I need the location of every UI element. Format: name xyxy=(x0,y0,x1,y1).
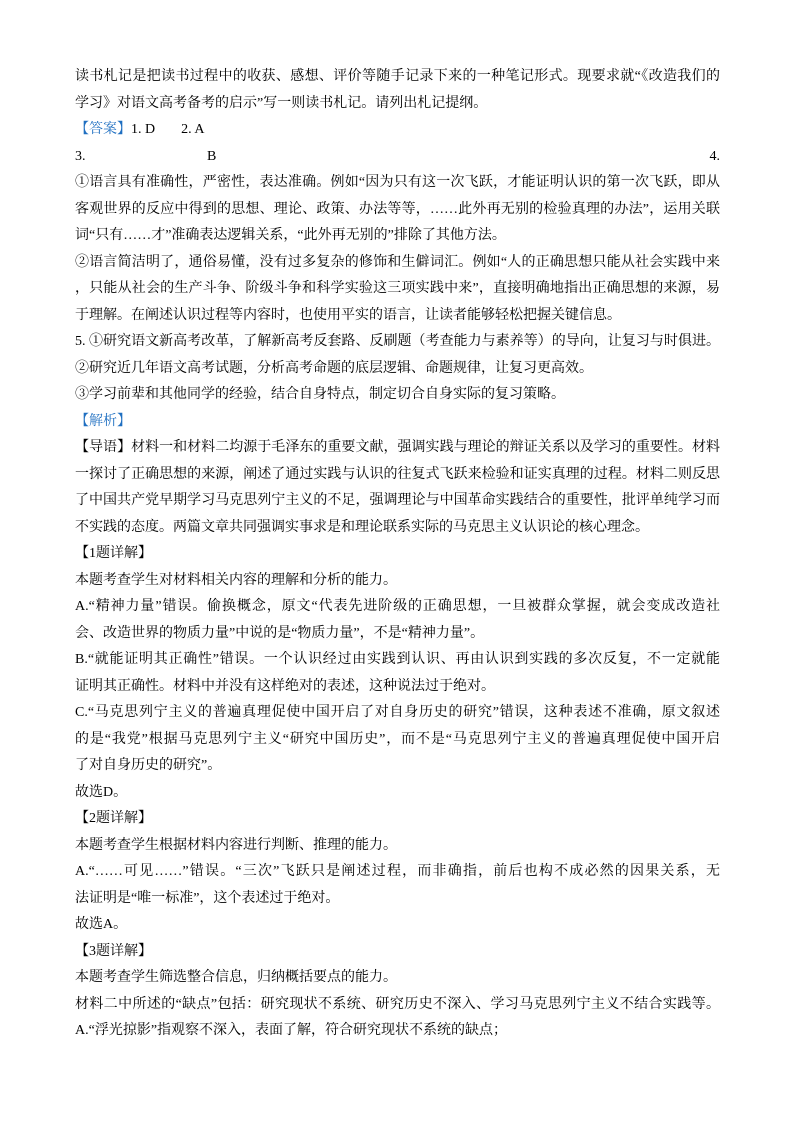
q1-detail-heading: 【1题详解】 xyxy=(75,546,152,561)
q1-conclusion: 故选D。 xyxy=(75,784,128,800)
q1-detail-line: B.“就能证明其正确性”错误。一个认识经过由实践到认识、再由认识到实践的多次反复，不一定就能 xyxy=(75,652,720,667)
answer-q4-line: 词“只有……才”准确表达逻辑关系，“此外再无别的”排除了其他方法。 xyxy=(75,228,506,243)
analysis-label: 【解析】 xyxy=(75,413,131,429)
q1-detail-line: 会、改造世界的物质力量”中说的是“物质力量”，不是“精神力量”。 xyxy=(75,625,485,641)
prompt-line: 读书札记是把读书过程中的收获、感想、评价等随手记录下来的一种笔记形式。现要求就“《改造我们的 xyxy=(75,69,720,84)
answer-q5-line: ②研究近几年语文高考试题，分析高考命题的底层逻辑、命题规律，让复习更高效。 xyxy=(75,360,593,376)
q1-detail-line: 证明其正确性。材料中并没有这样绝对的表述，这种说法过于绝对。 xyxy=(75,678,495,694)
q3-detail-line: 本题考查学生筛选整合信息，归纳概括要点的能力。 xyxy=(75,970,397,985)
q1-detail-line: C.“马克思列宁主义的普遍真理促使中国开启了对自身历史的研究”错误，这种表述不准确，原文叙述 xyxy=(75,705,720,720)
q2-detail-line: 本题考查学生根据材料内容进行判断、推理的能力。 xyxy=(75,837,397,853)
analysis-heading-line xyxy=(75,409,720,436)
q1-detail-line: 了对自身历史的研究”。 xyxy=(75,758,222,773)
q2-detail-heading: 【2题详解】 xyxy=(75,811,152,826)
answer-q3-q4-line xyxy=(75,144,720,171)
answer-q4-line: ②语言简洁明了，通俗易懂，没有过多复杂的修饰和生僻词汇。例如“人的正确思想只能从社会实践中来 xyxy=(75,254,720,270)
prompt-line: 学习》对语文高考备考的启示”写一则读书札记。请列出札记提纲。 xyxy=(75,95,488,111)
document-body xyxy=(75,64,720,1045)
answer-q4-line: 客观世界的反应中得到的思想、理论、政策、办法等等，……此外再无别的检验真理的办法”，运用关联 xyxy=(75,201,720,217)
q1-detail-line: 的是“我党”根据马克思列宁主义“研究中国历史”，而不是“马克思列宁主义的普遍真理促使中国开启 xyxy=(75,731,720,747)
answer-q5-line: 5. ①研究语文新高考改革，了解新高考反套路、反刷题（考查能力与素养等）的导向，让复习与时俱进。 xyxy=(75,334,720,349)
answer-label: 【答案】 xyxy=(75,122,131,137)
answer-q4-line: ，只能从社会的生产斗争、阶级斗争和科学实验这三项实践中来”，直接明确地指出正确思想的来源，易 xyxy=(75,281,720,296)
answer-mc-2: 2. A xyxy=(181,122,205,137)
q3-answer: B xyxy=(207,148,217,164)
q3-number: 3. xyxy=(75,148,86,164)
q1-detail-line: A.“精神力量”错误。偷换概念，原文“代表先进阶级的正确思想，一旦被群众掌握，就会变成改造社 xyxy=(75,599,720,614)
q2-detail-line: A.“……可见……”错误。“三次”飞跃只是阐述过程，而非确指，前后也构不成必然的因果关系，无 xyxy=(75,864,720,879)
q4-number: 4. xyxy=(709,148,720,164)
analysis-intro-line: 一探讨了正确思想的来源，阐述了通过实践与认识的往复式飞跃来检验和证实真理的过程。材料二则反思 xyxy=(75,466,720,482)
q2-conclusion: 故选A。 xyxy=(75,917,128,932)
answer-q4-line: 于理解。在阐述认识过程等内容时，也使用平实的语言，让读者能够轻松把握关键信息。 xyxy=(75,307,621,323)
q3-detail-line: A.“浮光掠影”指观察不深入，表面了解，符合研究现状不系统的缺点； xyxy=(75,1023,508,1038)
q3-detail-heading: 【3题详解】 xyxy=(75,943,152,959)
q3-detail-line: 材料二中所述的“缺点”包括：研究现状不系统、研究历史不深入、学习马克思列宁主义不结合实践等。 xyxy=(75,996,720,1012)
analysis-intro-line: 【导语】材料一和材料二均源于毛泽东的重要文献，强调实践与理论的辩证关系以及学习的重要性。材料 xyxy=(75,440,720,455)
answer-q5-line: ③学习前辈和其他同学的经验，结合自身特点，制定切合自身实际的复习策略。 xyxy=(75,387,565,402)
answer-line xyxy=(75,117,720,144)
answer-q4-line: ①语言具有准确性，严密性，表达准确。例如“因为只有这一次飞跃，才能证明认识的第一次飞跃，即从 xyxy=(75,175,720,190)
q1-detail-line: 本题考查学生对材料相关内容的理解和分析的能力。 xyxy=(75,572,397,588)
q2-detail-line: 法证明是“唯一标准”，这个表述过于绝对。 xyxy=(75,890,340,906)
analysis-intro-line: 不实践的态度。两篇文章共同强调实事求是和理论联系实际的马克思主义认识论的核心理念。 xyxy=(75,519,649,535)
analysis-intro-line: 了中国共产党早期学习马克思列宁主义的不足，强调理论与中国革命实践结合的重要性，批评单纯学习而 xyxy=(75,493,720,508)
answer-mc-1: 1. D xyxy=(131,122,156,137)
